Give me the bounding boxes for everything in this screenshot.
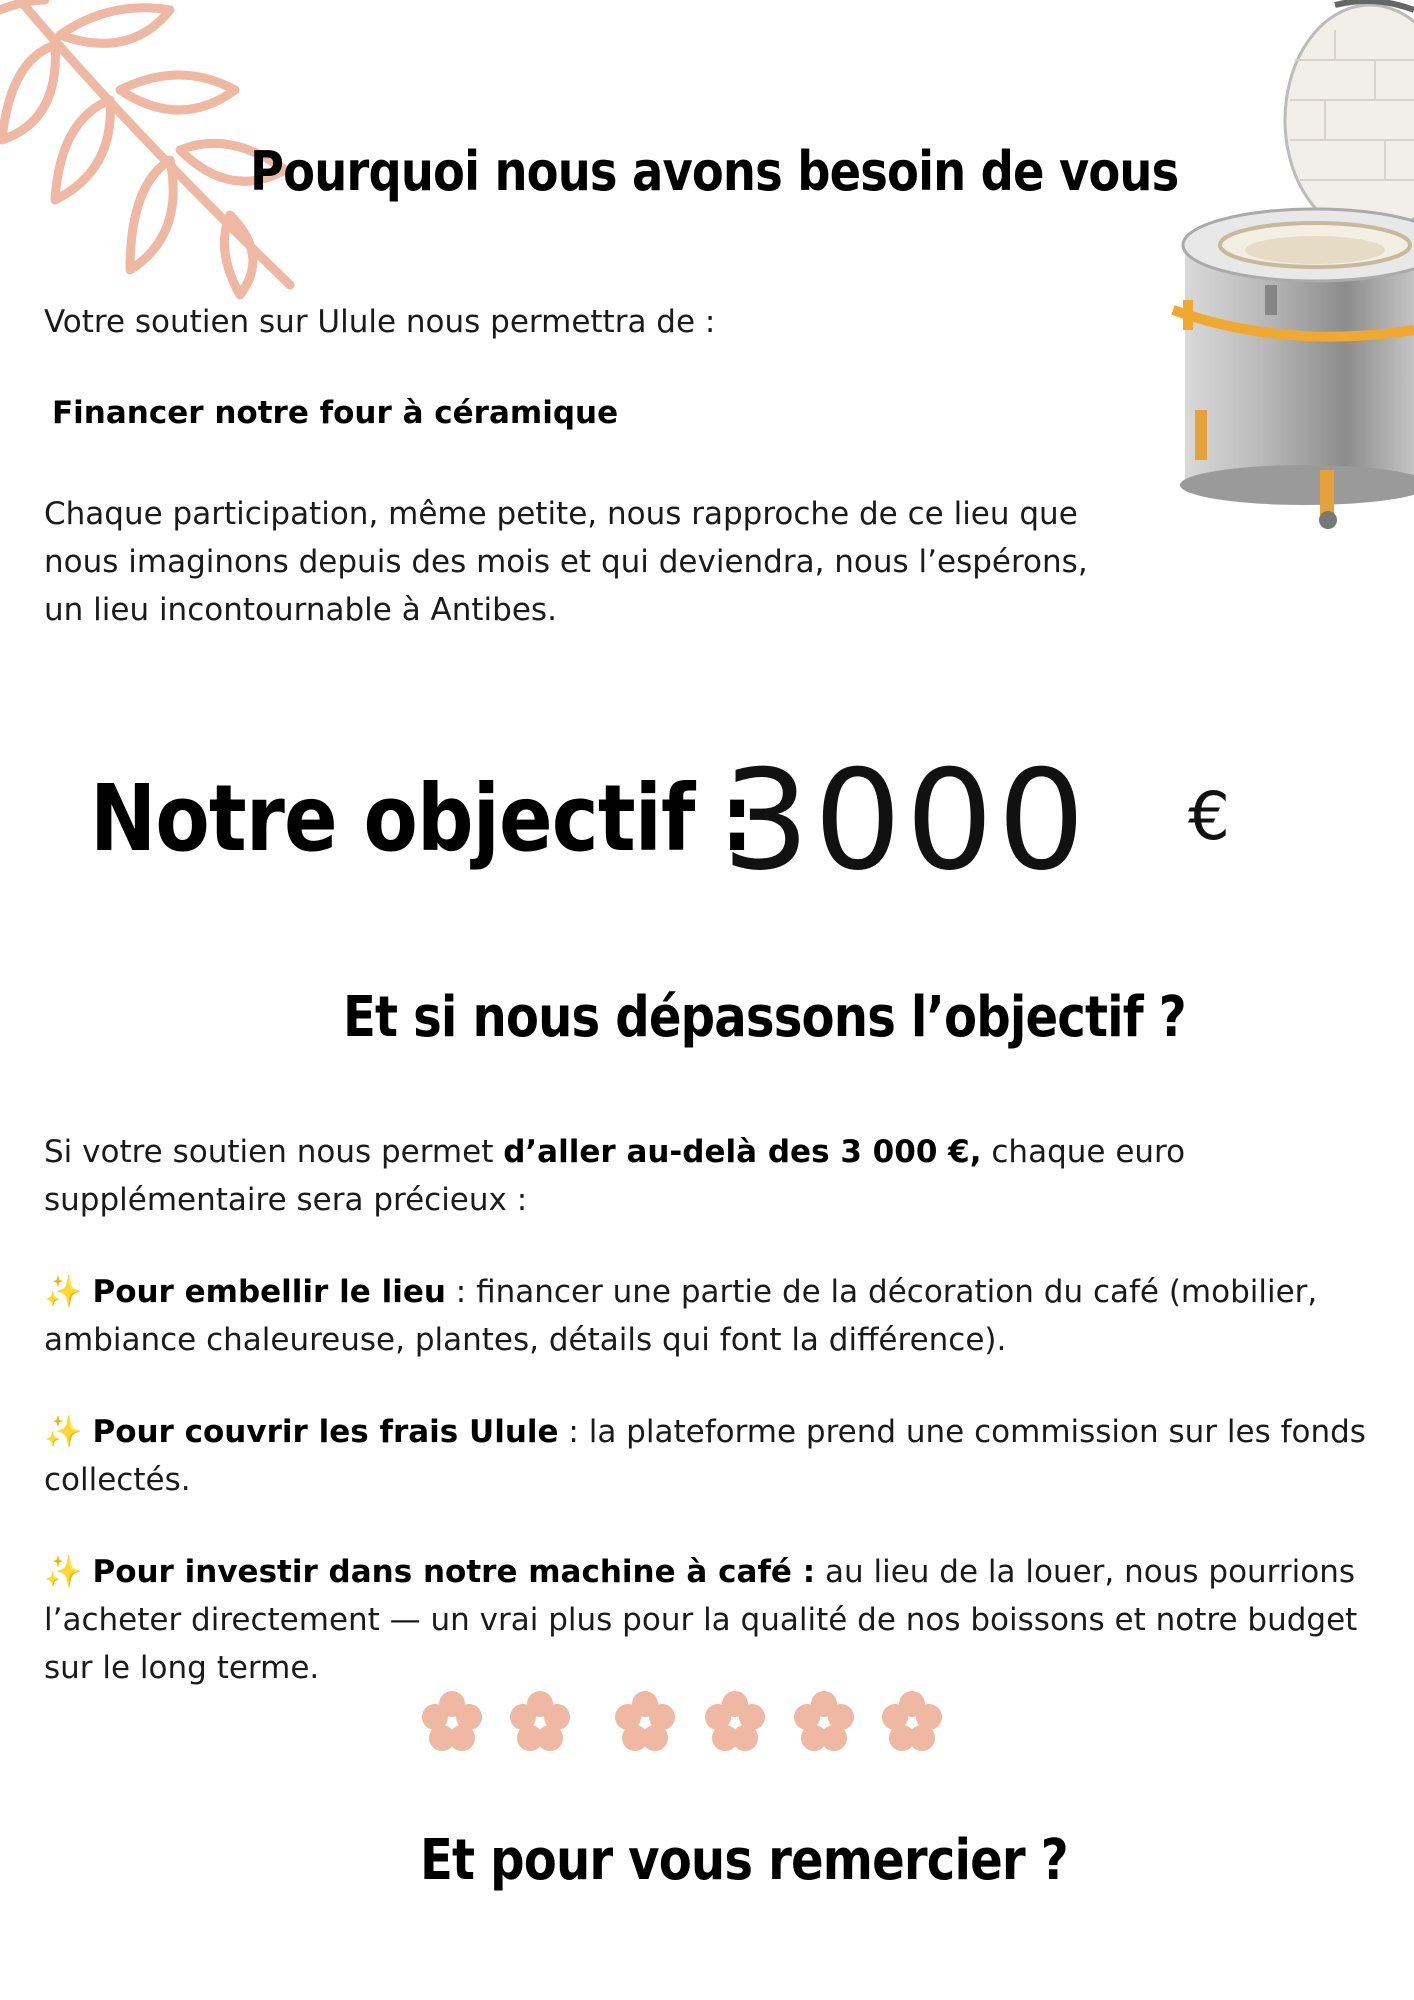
list-item — [44, 1548, 1394, 1692]
bullet-title: Pour investir dans notre machine à café : — [92, 1554, 816, 1590]
bullet-text: : la plateforme prend une commission sur les fonds collectés. — [44, 1414, 1366, 1498]
list-item — [44, 1408, 1384, 1504]
list-item — [44, 1268, 1384, 1364]
intro-text: Votre soutien sur Ulule nous permettra de : — [44, 304, 716, 340]
ceramic-kiln-image — [1165, 0, 1414, 540]
thanks-title: Et pour vous remercier ? — [420, 1828, 1068, 1893]
funding-item: Financer notre four à céramique — [52, 395, 619, 431]
flower-icon — [703, 1690, 767, 1754]
exceed-intro — [44, 1128, 1374, 1224]
bullet-title: Pour couvrir les frais Ulule — [92, 1414, 559, 1450]
flower-icon — [420, 1690, 484, 1754]
bullet-title: Pour embellir le lieu — [92, 1274, 446, 1310]
goal-label: Notre objectif : — [90, 765, 753, 872]
flower-icon — [613, 1690, 677, 1754]
bullet-text: au lieu de la louer, nous pourrions l’acheter directement — un vrai plus pour la qualité de nos boissons et notre budget sur le long terme. — [44, 1554, 1358, 1686]
exceed-intro-highlight: d’aller au-delà des 3 000 €, — [503, 1134, 982, 1170]
sparkle-icon: ✨ — [44, 1274, 83, 1310]
exceed-intro-text-end: chaque euro supplémentaire sera précieux : — [44, 1134, 1186, 1218]
intro-paragraph: Chaque participation, même petite, nous rapproche de ce lieu que nous imaginons depuis des mois et qui deviendra, nous l’espérons, un lieu incontournable à Antibes. — [44, 496, 1088, 628]
goal-amount: 3000 — [722, 740, 1090, 901]
goal-currency: € — [1188, 778, 1230, 855]
flower-icon — [508, 1690, 572, 1754]
exceed-title: Et si nous dépassons l’objectif ? — [343, 985, 1186, 1050]
flower-icon — [880, 1690, 944, 1754]
sparkle-icon: ✨ — [44, 1554, 83, 1590]
flower-icon — [792, 1690, 856, 1754]
sparkle-icon: ✨ — [44, 1414, 83, 1450]
page-title: Pourquoi nous avons besoin de vous — [250, 140, 1179, 203]
exceed-intro-text: Si votre soutien nous permet — [44, 1134, 504, 1170]
bullet-text: : financer une partie de la décoration du café (mobilier, ambiance chaleureuse, plantes, détails qui font la différence). — [44, 1274, 1318, 1358]
